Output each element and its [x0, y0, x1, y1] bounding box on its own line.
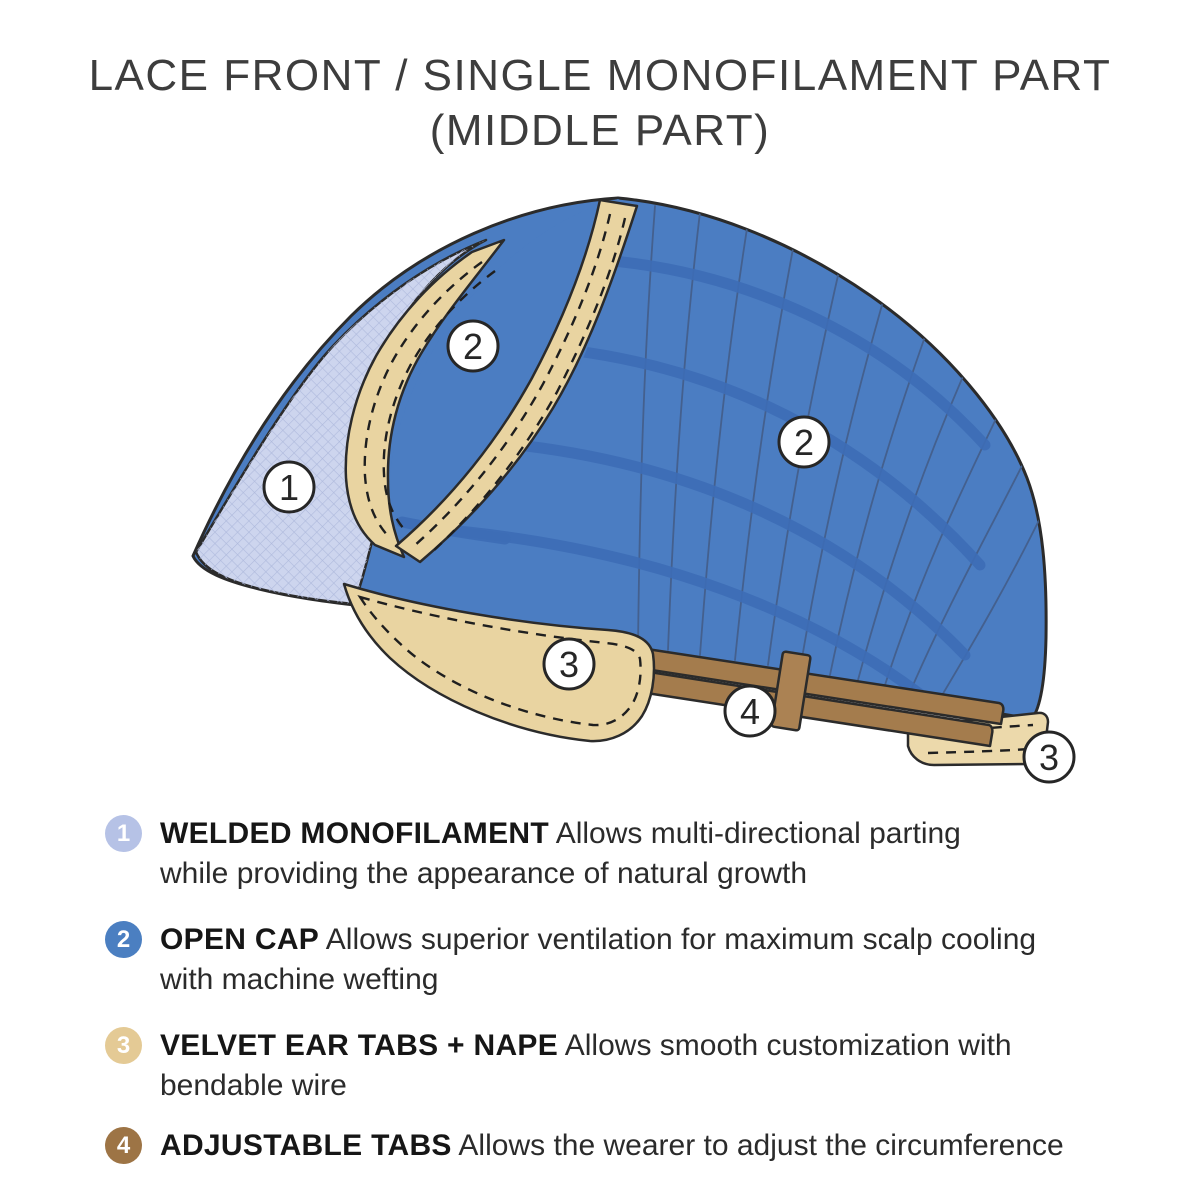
legend-term: ADJUSTABLE TABS	[160, 1129, 452, 1162]
legend-item-open-cap	[105, 920, 1120, 1000]
legend-bullet-number: 2	[116, 925, 131, 953]
legend-line	[160, 1126, 1120, 1166]
callout-3-nape	[1024, 732, 1074, 782]
legend-desc: Allows superior ventilation for maximum scalp cooling	[325, 923, 1037, 956]
legend-text	[160, 1126, 1120, 1166]
legend-term: VELVET EAR TABS + NAPE	[160, 1029, 559, 1062]
callout-2-front-section	[448, 321, 498, 371]
legend-bullet-2	[105, 921, 142, 958]
legend-text	[160, 814, 1120, 894]
legend-bullet-3	[105, 1027, 142, 1064]
callout-1-lace-front	[264, 462, 314, 512]
legend-term: WELDED MONOFILAMENT	[160, 817, 549, 850]
legend-desc: Allows the wearer to adjust the circumference	[458, 1129, 1064, 1162]
callout-number: 3	[558, 644, 580, 685]
legend-desc: Allows smooth customization with	[564, 1029, 1012, 1062]
legend-bullet-number: 1	[116, 819, 131, 847]
callout-4-adjustable-tab	[725, 686, 775, 736]
legend-line	[160, 1026, 1120, 1066]
legend-term: OPEN CAP	[160, 923, 320, 956]
legend-line: bendable wire	[160, 1069, 347, 1102]
legend-bullet-number: 3	[116, 1031, 131, 1059]
legend-line: with machine wefting	[160, 963, 439, 996]
legend-text	[160, 920, 1120, 1000]
legend-item-adjustable-tabs	[105, 1126, 1120, 1166]
legend-bullet-number: 4	[116, 1131, 131, 1159]
legend-item-welded-monofilament	[105, 814, 1120, 894]
legend-item-velvet-ear-tabs-nape	[105, 1026, 1120, 1106]
callout-number: 2	[462, 326, 484, 367]
legend-bullet-4	[105, 1127, 142, 1164]
callout-2-main-cap	[779, 417, 829, 467]
legend-text	[160, 1026, 1120, 1106]
callout-number: 1	[278, 467, 300, 508]
legend-line	[160, 920, 1120, 960]
legend-desc: Allows multi-directional parting	[555, 817, 961, 850]
callout-number: 4	[739, 691, 761, 732]
page-title-line1: LACE FRONT / SINGLE MONOFILAMENT PART	[88, 51, 1112, 100]
legend-line	[160, 814, 1120, 854]
legend-bullet-1	[105, 815, 142, 852]
callout-number: 2	[793, 422, 815, 463]
callout-number: 3	[1038, 737, 1060, 778]
callout-3-ear-tab	[544, 639, 594, 689]
legend-line: while providing the appearance of natural growth	[160, 857, 808, 890]
page-title-line2: (MIDDLE PART)	[429, 106, 771, 155]
